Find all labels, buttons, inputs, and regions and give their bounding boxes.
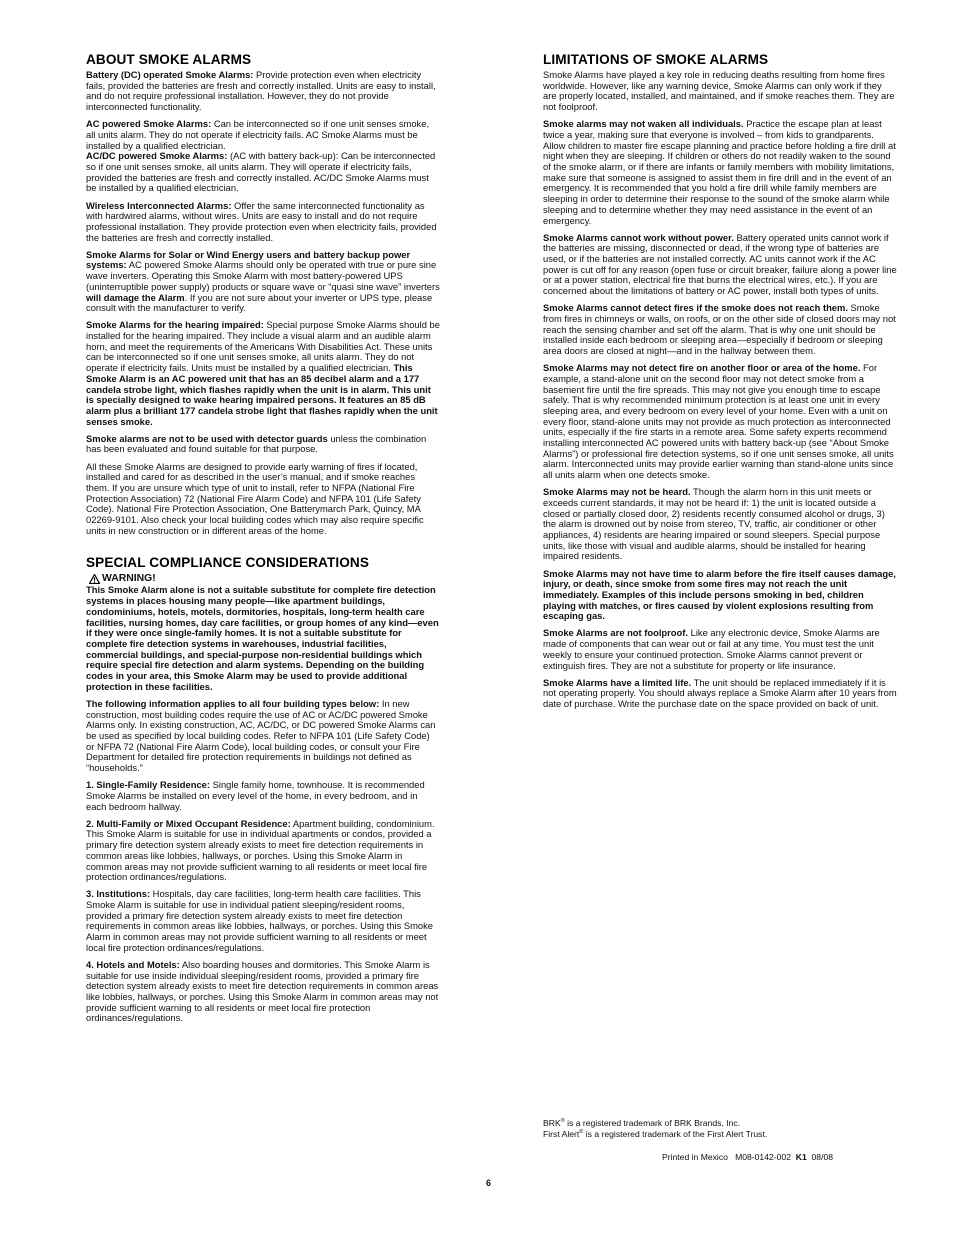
institutions-paragraph [86, 889, 440, 953]
not-foolproof-text: Like any electronic device, Smoke Alarms are made of components that can wear out or fail at any time. You must test the unit weekly to ensure your continued protection. Smoke Alarms cannot prevent or extinguish fires. They are not a substitute for property or life insurance. [543, 627, 880, 671]
another-floor-label: Smoke Alarms may not detect fire on another floor or area of the home. [543, 362, 861, 374]
brk-brand: BRK [543, 1118, 561, 1128]
right-column [543, 52, 897, 716]
first-alert-brand: First Alert [543, 1129, 580, 1139]
another-floor-text: For example, a stand-alone unit on the second floor may not detect smoke from a basement fire until the fire spreads. This may not give you enough time to escape safely. That is why recommended minimum protection is at least one unit in every sleeping area, and every bedroom on every level of your home. Even with a unit on every floor, stand-alone units may not provide as much protection as interconnected units, especially if the fire starts in a remote area. Some safety experts recommend installing interconnected AC powered units with battery back-up (see “About Smoke Alarms”) or professional fire detection systems, so if one unit senses smoke, all units alarm. Interconnected units may provide earlier warning than stand-alone units since all units alarm when one detects smoke. [543, 362, 894, 481]
smoke-not-reach-paragraph [543, 303, 897, 357]
acdc-powered-paragraph [86, 151, 440, 194]
print-info [662, 1152, 833, 1163]
battery-dc-text: Provide protection even when electricity fails, provided the batteries are fresh and correctly installed. Units are easy to install, and do not require professional installation. However, they do not provide interconnected functionality. [86, 69, 436, 113]
smoke-not-reach-label: Smoke Alarms cannot detect fires if the smoke does not reach them. [543, 302, 848, 314]
institutions-label: 3. Institutions: [86, 888, 151, 900]
detector-guards-paragraph [86, 434, 440, 455]
building-types-info-paragraph [86, 699, 440, 774]
hearing-impaired-paragraph [86, 320, 440, 427]
single-family-label: 1. Single-Family Residence: [86, 779, 210, 791]
first-alert-trademark-text: is a registered trademark of the First Alert Trust. [583, 1129, 768, 1139]
hearing-impaired-strobe-note: This Smoke Alarm is an AC powered unit that has an 85 decibel alarm and a 177 candela strobe light, which flashes rapidly when the unit is in alarm. This unit is specially designed to wake hearing impaired persons. It features an 85 dB alarm plus a brilliant 177 candela strobe light that flashes rapidly when the unit senses smoke. [86, 362, 438, 427]
another-floor-paragraph [543, 363, 897, 481]
print-code: K1 [795, 1152, 807, 1162]
brk-trademark-text: is a registered trademark of BRK Brands, Inc. [564, 1118, 741, 1128]
limitations-heading: LIMITATIONS OF SMOKE ALARMS [543, 52, 769, 67]
may-not-be-heard-text: Though the alarm horn in this unit meets or exceeds current standards, it may not be heard if: 1) the unit is located outside a closed or partially closed door, 2) residents recently consumed alcohol or drugs, 3) the alarm is drowned out by noise from stereo, TV, traffic, air conditioner or other appliances, 4) residents are hearing impaired or sound sleepers. Special purpose units, like those with visual and audible alarms, should be installed for hearing impaired residents. [543, 486, 885, 562]
limited-life-label: Smoke Alarms have a limited life. [543, 676, 692, 688]
warning-label-text: WARNING! [102, 573, 156, 585]
special-compliance-heading: SPECIAL COMPLIANCE CONSIDERATIONS [86, 555, 369, 571]
no-power-text: Battery operated units cannot work if the batteries are missing, disconnected or dead, if the wrong type of batteries are used, or if the batteries are not installed correctly. AC units cannot work if the AC power is cut off for any reason (open fuse or circuit breaker, failure along a power line or at a power station, electrical fire that burns the electrical wires, etc.). If you are concerned about the limitations of battery or AC power, install both types of units. [543, 231, 897, 297]
left-column [86, 52, 440, 1031]
not-foolproof-paragraph [543, 628, 897, 671]
building-types-info-label: The following information applies to all four building types below: [86, 697, 380, 709]
trademark-notice [543, 1118, 903, 1140]
ac-powered-paragraph [86, 119, 440, 151]
hotels-motels-paragraph [86, 960, 440, 1024]
may-not-be-heard-paragraph [543, 487, 897, 562]
building-types-info-text: In new construction, most building codes require the use of AC or AC/DC powered Smoke Alarms only. In existing construction, AC, AC/DC, or DC powered Smoke Alarms can be used as specified by local building codes. Refer to NFPA 101 (Life Safety Code) or NFPA 72 (National Fire Alarm Code), local building codes, or consult your Fire Department for detailed fire protection requirements in buildings not defined as “households.” [86, 697, 436, 774]
page-number: 6 [486, 1178, 492, 1188]
no-power-paragraph [543, 233, 897, 297]
no-time-to-alarm-paragraph [543, 569, 897, 623]
battery-dc-paragraph [86, 70, 440, 113]
warning-text: This Smoke Alarm alone is not a suitable substitute for complete fire detection systems in places housing many people—like apartment buildings, condominiums, hotels, motels, dormitories, hospitals, long-term health care facilities, nursing homes, day care facilities, or group homes of any kind—even if they were once single-family homes. It is not a suitable substitute for complete fire detection systems in warehouses, industrial facilities, commercial buildings, and special-purpose non-residential buildings which require special fire detection and alarm systems. Depending on the building codes in your area, this Smoke Alarm may be used to provide additional protection in these facilities. [86, 584, 439, 692]
wireless-text: Offer the same interconnected functionality as with hardwired alarms, without wires. Units are easy to install and do not require professional installation. They provide protection even when electricity fails, provided the batteries are fresh and correctly installed. [86, 199, 437, 243]
acdc-powered-text: (AC with battery back-up): Can be interconnected so if one unit senses smoke, all units alarm. They will operate if electricity fails, provided the batteries are fresh and correctly installed. AC/DC Smoke Alarms must be installed by a qualified electrician. [86, 150, 436, 194]
single-family-text: Single family home, townhouse. It is recommended Smoke Alarms be installed on every level of the home, in every bedroom, and in each bedroom hallway. [86, 779, 425, 812]
wireless-paragraph [86, 201, 440, 244]
not-foolproof-label: Smoke Alarms are not foolproof. [543, 627, 688, 639]
solar-wind-paragraph [86, 250, 440, 314]
institutions-text: Hospitals, day care facilities, long-term health care facilities. This Smoke Alarm is suitable for use in individual patient sleeping/resident rooms, provided a primary fire detection system already exists to meet fire detection requirements in common areas like lobbies, hallways, or porches. Using this Smoke Alarm in common areas may not provide sufficient warning to all residents or meet local fire protection ordinances/regulations. [86, 888, 434, 953]
limited-life-paragraph [543, 678, 897, 710]
detector-guards-label: Smoke alarms are not to be used with detector guards [86, 432, 328, 444]
multi-family-paragraph [86, 819, 440, 883]
may-not-be-heard-label: Smoke Alarms may not be heard. [543, 486, 691, 498]
may-not-waken-text: Practice the escape plan at least twice a year, making sure that everyone is involved – from kids to grandparents. Allow children to master fire escape planning and practice before holding a fire drill at night when they are sleeping. If children or others do not readily waken to the sound of the smoke alarm, or if there are infants or family members with mobility limitations, make sure that someone is assigned to assist them in fire drill and in the event of an emergency. It is recommended that you hold a fire drill while family members are sleeping in order to determine their response to the sound of the smoke alarm while sleeping and to determine whether they may need assistance in the event of an emergency. [543, 118, 896, 226]
solar-wind-tail: . If you are not sure about your inverter or UPS type, please consult with the manufacturer to verify. [86, 291, 433, 314]
wireless-label: Wireless Interconnected Alarms: [86, 199, 232, 211]
no-time-to-alarm-text: Smoke Alarms may not have time to alarm before the fire itself causes damage, injury, or death, since smoke from some fires may not reach the unit immediately. Examples of this include persons smoking in bed, children playing with matches, or fires caused by violent explosions resulting from escaping gas. [543, 567, 896, 622]
ac-powered-label: AC powered Smoke Alarms: [86, 118, 212, 130]
warning-paragraph [86, 585, 440, 692]
limited-life-text: The unit should be replaced immediately if it is not operating properly. You should always replace a Smoke Alarm after 10 years from date of purchase. Write the purchase date on the space provided on back of unit. [543, 676, 897, 710]
solar-wind-damage-warning: will damage the Alarm [86, 291, 185, 303]
solar-wind-label: Smoke Alarms for Solar or Wind Energy users and battery backup power systems: [86, 248, 411, 271]
about-smoke-alarms-heading: ABOUT SMOKE ALARMS [86, 52, 252, 67]
multi-family-text: Apartment building, condominium. This Smoke Alarm is suitable for use in individual apartments or condos, provided a primary fire detection system already exists to meet fire detection requirements in common areas like lobbies, hallways, or porches. Using this Smoke Alarm in common areas may not provide sufficient warning to all residents or meet local fire protection ordinances/regulations. [86, 817, 435, 883]
smoke-not-reach-text: Smoke from fires in chimneys or walls, on roofs, or on the other side of closed doors may not reach the sensing chamber and set off the alarm. That is why one unit should be installed inside each bedroom or sleeping area—especially if bedroom or sleeping area doors are closed at night—and in the hallway between them. [543, 302, 896, 357]
limitations-intro-paragraph: Smoke Alarms have played a key role in reducing deaths resulting from home fires worldwide. However, like any warning device, Smoke Alarms can only work if they are properly located, installed, and maintained, and if smoke reaches them. They are not foolproof. [543, 69, 895, 113]
brk-trademark-line [543, 1118, 903, 1129]
no-power-label: Smoke Alarms cannot work without power. [543, 231, 734, 243]
print-info-text: Printed in Mexico M08-0142-002 [662, 1152, 796, 1162]
acdc-powered-label: AC/DC powered Smoke Alarms: [86, 150, 228, 162]
first-alert-trademark-line [543, 1129, 903, 1140]
single-family-paragraph [86, 780, 440, 812]
hearing-impaired-text: Special purpose Smoke Alarms should be installed for the hearing impaired. They include a visual alarm and an audible alarm horn, and meet the requirements of the Americans With Disabilities Act. These units can be interconnected so if one unit senses smoke, all units alarm. They do not operate if electricity fails. Units must be installed by a qualified electrician. [86, 319, 440, 374]
detector-guards-text: unless the combination has been evaluated and found suitable for that purpose. [86, 432, 427, 455]
solar-wind-text: AC powered Smoke Alarms should only be operated with true or pure sine wave inverters. Operating this Smoke Alarm with most battery-powered UPS (uninterruptible power supply) products or square wave or “quasi sine wave” inverters [86, 259, 440, 292]
early-warning-paragraph: All these Smoke Alarms are designed to provide early warning of fires if located, installed and cared for as described in the user’s manual, and if smoke reaches them. If you are unsure which type of unit to install, refer to NFPA (National Fire Protection Association) 72 (National Fire Alarm Code) and NFPA 101 (Life Safety Code). National Fire Protection Association, One Batterymarch Park, Quincy, MA 02269-9101. Also check your local building codes which may also require specific units in new construction or in different areas of the home. [86, 460, 424, 536]
ac-powered-text: Can be interconnected so if one unit senses smoke, all units alarm. They do not operate if electricity fails. AC Smoke Alarms must be installed by a qualified electrician. [86, 118, 430, 151]
first-alert-registered-mark: ® [579, 1129, 584, 1136]
warning-triangle-icon [89, 574, 100, 584]
multi-family-label: 2. Multi-Family or Mixed Occupant Residence: [86, 817, 291, 829]
hearing-impaired-label: Smoke Alarms for the hearing impaired: [86, 319, 264, 331]
may-not-waken-paragraph [543, 119, 897, 226]
hotels-motels-text: Also boarding houses and dormitories. This Smoke Alarm is suitable for use inside individual sleeping/resident rooms, provided a primary fire detection system already exists to meet fire detection requirements in common areas like lobbies, hallways, or porches. Using this Smoke Alarm in common areas may not provide sufficient warning to all residents or meet local fire protection ordinances/regulations. [86, 958, 439, 1024]
may-not-waken-label: Smoke alarms may not waken all individuals. [543, 118, 744, 130]
hotels-motels-label: 4. Hotels and Motels: [86, 958, 180, 970]
battery-dc-label: Battery (DC) operated Smoke Alarms: [86, 69, 254, 80]
brk-registered-mark: ® [560, 1118, 565, 1125]
print-date: 08/08 [806, 1152, 834, 1162]
